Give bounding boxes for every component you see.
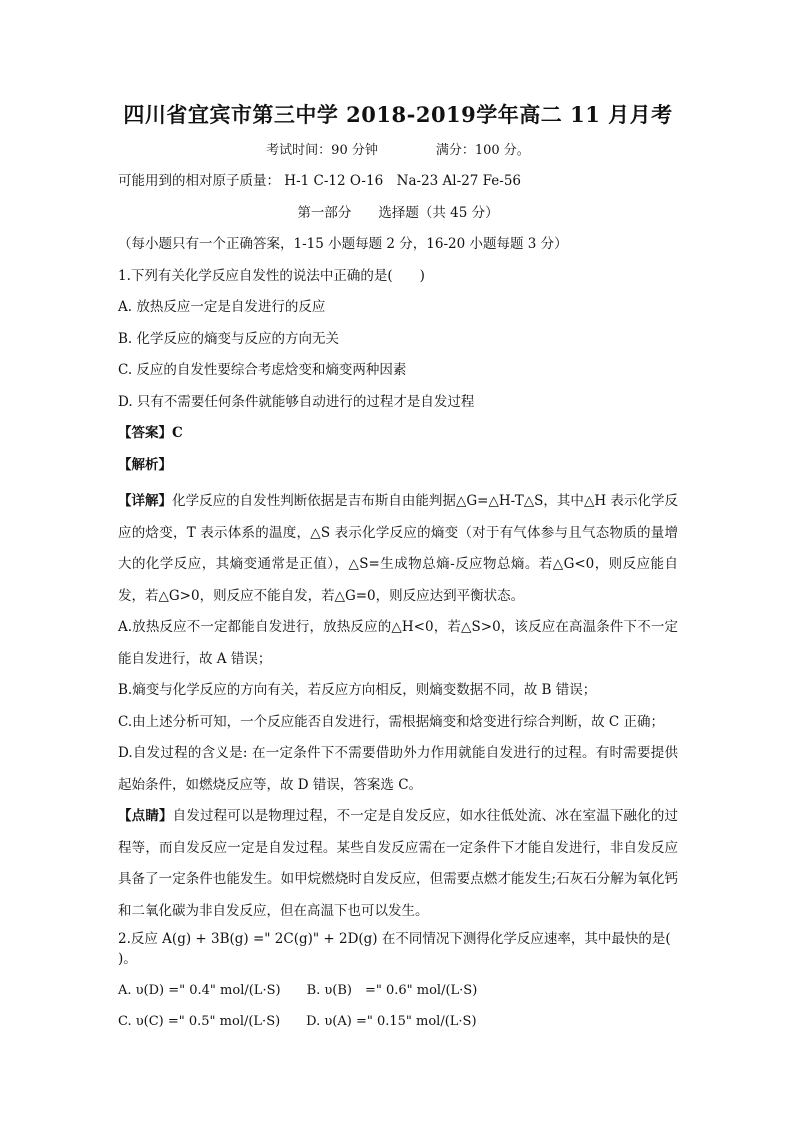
tip-text: 自发过程可以是物理过程，不一定是自发反应，如水往低处流、冰在室温下融化的过程等，而自发反应一定是自发过程。某些自发反应需在一定条件下才能自发进行，非自发反应具备了一定条件也能发生。如甲烷燃烧时自发反应，但需要点燃才能发生;石灰石分解为氧化钙和二氧化碳为非自发反应，但在高温下也可以发生。	[118, 808, 679, 919]
detail-text: 化学反应的自发性判断依据是吉布斯自由能判据△G=△H-T△S，其中△H 表示化学反应的焓变，T 表示体系的温度，△S 表示化学反应的熵变（对于有气体参与且气态物质的量增大的化学反应，其熵变通常是正值），△S=生成物总熵-反应物总熵。若△G<0，则反应能自发，若△G>0，则反应不能自发，若△G=0，则反应达到平衡状态。	[118, 493, 679, 604]
document-page	[118, 100, 678, 1044]
section-title: 第一部分 选择题（共 45 分）	[297, 204, 499, 221]
tip-tag: 【点睛】	[118, 808, 173, 824]
explain-d: D.自发过程的含义是: 在一定条件下不需要借助外力作用就能自发进行的过程。有时需要提供起始条件，如燃烧反应等，故 D 错误，答案选 C。	[118, 745, 678, 793]
question-2-option-c: C. υ(C) =" 0.5" mol/(L·S)	[118, 1014, 281, 1029]
question-2-options-row-2	[118, 1012, 678, 1032]
exam-meta	[118, 141, 678, 161]
question-1-detail	[118, 486, 678, 612]
atomic-masses: 可能用到的相对原子质量： H-1 C-12 O-16 Na-23 Al-27 Fe-56	[118, 173, 522, 189]
question-1-option-c: C. 反应的自发性要综合考虑焓变和熵变两种因素	[118, 362, 407, 378]
exam-time: 考试时间：90 分钟	[266, 143, 378, 158]
question-2-option-b: B. υ(B) =" 0.6" mol/(L·S)	[306, 982, 478, 998]
question-2-option-d: D. υ(A) =" 0.15" mol/(L·S)	[306, 1014, 477, 1029]
question-1-analysis-label: 【解析】	[118, 456, 172, 473]
section-note: （每小题只有一个正确答案，1-15 小题每题 2 分，16-20 小题每题 3 分）	[118, 236, 568, 252]
question-2-stem: 2.反应 A(g) + 3B(g) =" 2C(g)" + 2D(g) 在不同情况下测得化学反应速率，其中最快的是( )。	[118, 931, 671, 967]
explain-b: B.熵变与化学反应的方向有关，若反应方向相反，则熵变数据不同，故 B 错误；	[118, 682, 597, 698]
question-1-option-a: A. 放热反应一定是自发进行的反应	[118, 299, 326, 315]
question-1-answer: 【答案】C	[118, 425, 183, 441]
document-title: 四川省宜宾市第三中学 2018-2019学年高二 11 月月考	[123, 102, 673, 127]
question-2-options-row-1	[118, 981, 678, 1001]
question-1-option-d: D. 只有不需要任何条件就能够自动进行的过程才是自发过程	[118, 393, 475, 410]
detail-tag: 【详解】	[118, 493, 173, 509]
explain-a: A.放热反应不一定都能自发进行，放热反应的△H<0，若△S>0，该反应在高温条件下不一定能自发进行，故 A 错误；	[118, 619, 678, 667]
question-1-tip	[118, 801, 678, 927]
question-1-stem: 1.下列有关化学反应自发性的说法中正确的是( )	[118, 267, 425, 284]
explain-c: C.由上述分析可知，一个反应能否自发进行，需根据熵变和焓变进行综合判断，故 C 正确；	[118, 713, 665, 730]
exam-score: 满分：100 分。	[435, 143, 530, 158]
question-1-option-b: B. 化学反应的熵变与反应的方向无关	[118, 330, 340, 347]
question-2-option-a: A. υ(D) =" 0.4" mol/(L·S)	[118, 982, 281, 998]
